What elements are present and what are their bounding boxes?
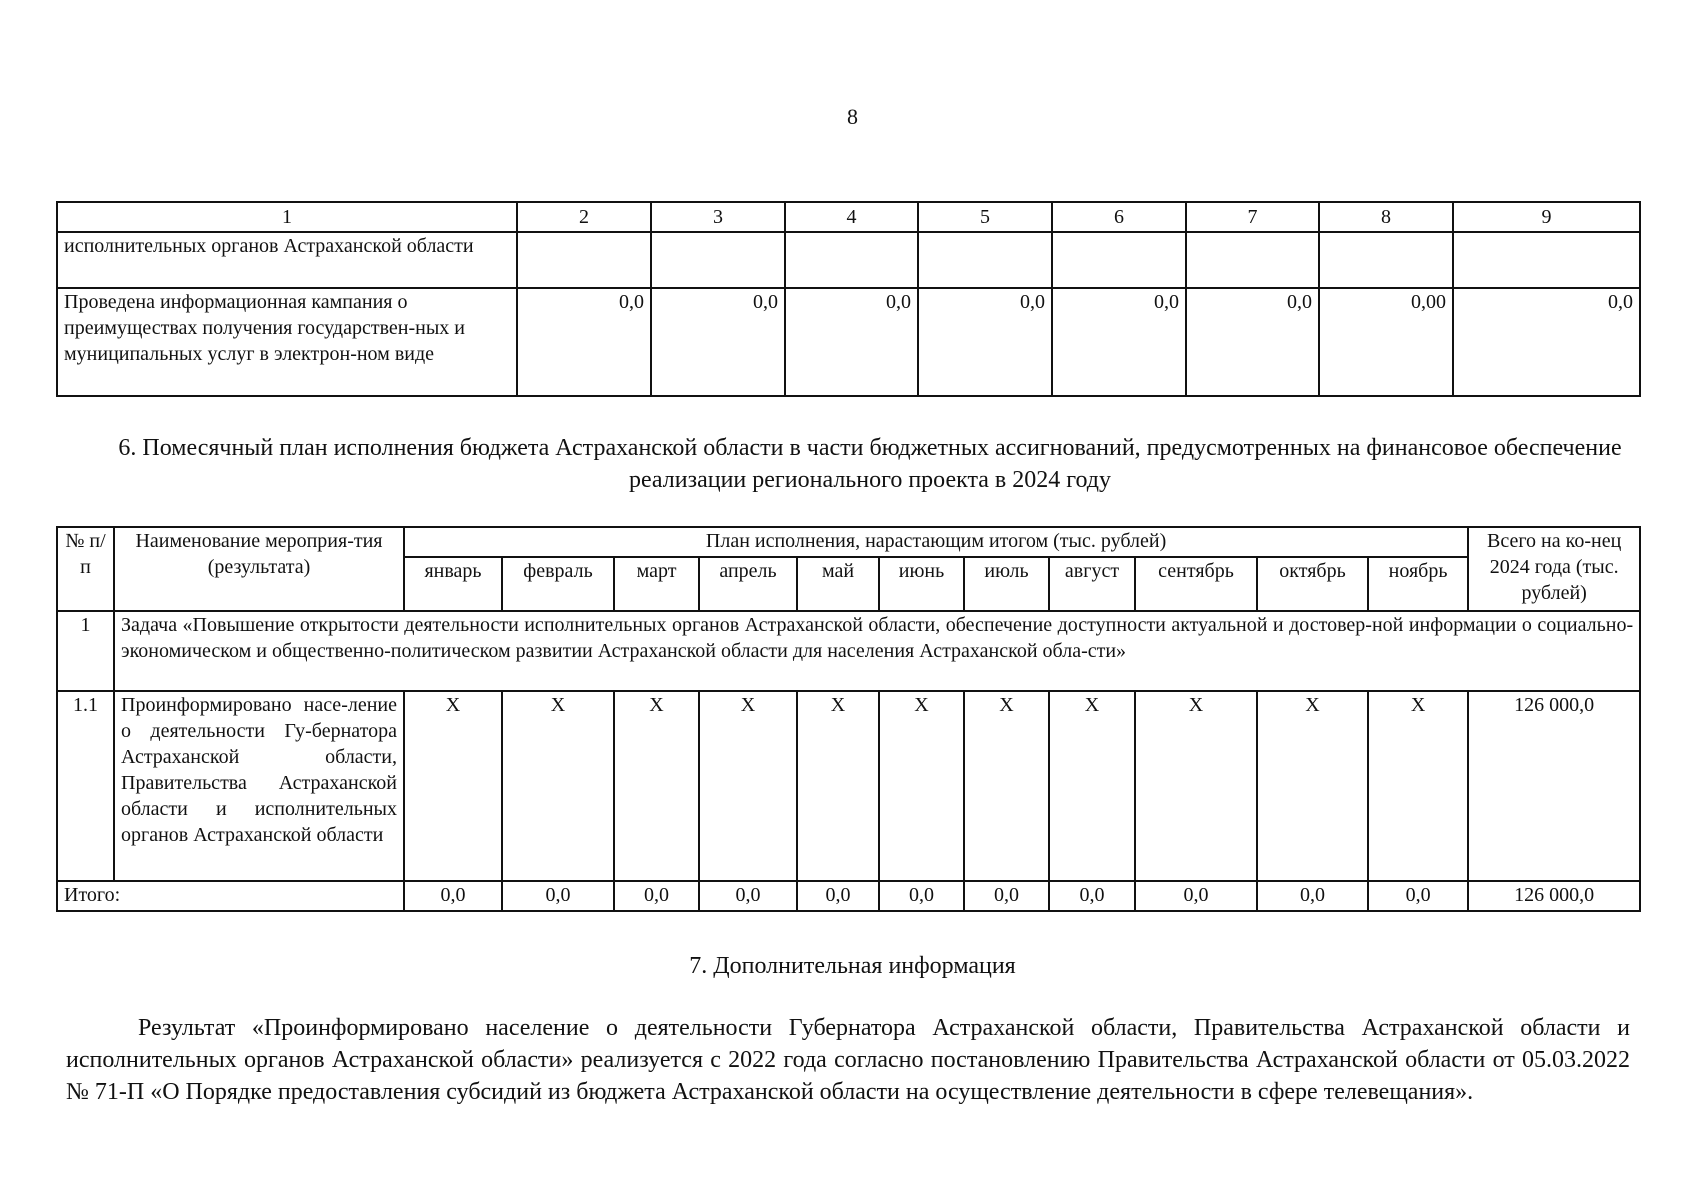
col-number: 6 bbox=[1052, 202, 1186, 232]
column-number-row bbox=[57, 202, 1640, 232]
plan-header: План исполнения, нарастающим итогом (тыс. рублей) bbox=[404, 527, 1468, 557]
month-header: июнь bbox=[879, 557, 964, 611]
month-header: январь bbox=[404, 557, 502, 611]
month-header: июль bbox=[964, 557, 1049, 611]
row-label: Проведена информационная кампания о преимуществах получения государствен-ных и муниципальных услуг в электрон-ном виде bbox=[57, 288, 517, 396]
month-header: октябрь bbox=[1257, 557, 1368, 611]
cell-mark: X bbox=[964, 691, 1049, 881]
result-row bbox=[57, 691, 1640, 881]
table-row bbox=[57, 232, 1640, 288]
cell-mark: X bbox=[614, 691, 699, 881]
result-total: 126 000,0 bbox=[1468, 691, 1640, 881]
cell-mark: X bbox=[797, 691, 879, 881]
result-number: 1.1 bbox=[57, 691, 114, 881]
cell-value: 0,0 bbox=[1049, 881, 1135, 911]
cell-mark: X bbox=[502, 691, 614, 881]
cell-value: 0,0 bbox=[1186, 288, 1319, 396]
col-number: 7 bbox=[1186, 202, 1319, 232]
col-num-header: № п/п bbox=[57, 527, 114, 611]
cell-value: 0,0 bbox=[1135, 881, 1257, 911]
budget-plan-table bbox=[56, 526, 1641, 912]
cell-value: 0,0 bbox=[964, 881, 1049, 911]
month-header: сентябрь bbox=[1135, 557, 1257, 611]
month-header: апрель bbox=[699, 557, 797, 611]
task-text: Задача «Повышение открытости деятельности исполнительных органов Астраханской области, обеспечение доступности актуальной и достовер-ной информации о социально-экономическом и общественно-политическом развитии Астраханской области для населения Астраханской обла-сти» bbox=[114, 611, 1640, 691]
col-number: 4 bbox=[785, 202, 918, 232]
col-number: 9 bbox=[1453, 202, 1640, 232]
month-header: март bbox=[614, 557, 699, 611]
cell-value: 0,0 bbox=[1453, 288, 1640, 396]
cell-value: 0,0 bbox=[1368, 881, 1468, 911]
total-row bbox=[57, 881, 1640, 911]
col-number: 5 bbox=[918, 202, 1052, 232]
month-header: февраль bbox=[502, 557, 614, 611]
cell-mark: X bbox=[879, 691, 964, 881]
cell-mark: X bbox=[1049, 691, 1135, 881]
col-name-header: Наименование мероприя-тия (результата) bbox=[114, 527, 404, 611]
table-row bbox=[57, 288, 1640, 396]
cell-value: 0,0 bbox=[1257, 881, 1368, 911]
top-table bbox=[56, 201, 1641, 397]
cell-value: 0,00 bbox=[1319, 288, 1453, 396]
col-number: 3 bbox=[651, 202, 785, 232]
month-header: ноябрь bbox=[1368, 557, 1468, 611]
task-number: 1 bbox=[57, 611, 114, 691]
cell-value: 0,0 bbox=[517, 288, 651, 396]
section-7-title: 7. Дополнительная информация bbox=[689, 953, 1016, 979]
cell-mark: X bbox=[699, 691, 797, 881]
section-7-paragraph: Результат «Проинформировано население о деятельности Губернатора Астраханской области, Правительства Астраханской области и исполнительных органов Астраханской области» реализуется с 2022 года согласно постановлению Правительства Астраханской области от 05.03.2022 № 71-П «О Порядке предоставления субсидий из бюджета Астраханской области на осуществление деятельности в сфере телевещания». bbox=[66, 1015, 1630, 1105]
col-number: 8 bbox=[1319, 202, 1453, 232]
cell-value: 0,0 bbox=[651, 288, 785, 396]
cell-mark: X bbox=[404, 691, 502, 881]
cell-value: 0,0 bbox=[614, 881, 699, 911]
page-number: 8 bbox=[847, 104, 858, 129]
month-header: май bbox=[797, 557, 879, 611]
section-6-title: 6. Помесячный план исполнения бюджета Астраханской области в части бюджетных ассигнований, предусмотренных на финансовое обеспечение реализации регионального проекта в 2024 году bbox=[118, 435, 1622, 493]
cell-value: 0,0 bbox=[918, 288, 1052, 396]
month-header: август bbox=[1049, 557, 1135, 611]
total-header: Всего на ко-нец 2024 года (тыс. рублей) bbox=[1468, 527, 1640, 611]
cell-value: 0,0 bbox=[699, 881, 797, 911]
task-row bbox=[57, 611, 1640, 691]
row-label: исполнительных органов Астраханской области bbox=[57, 232, 517, 288]
col-number: 2 bbox=[517, 202, 651, 232]
cell-value: 0,0 bbox=[797, 881, 879, 911]
total-label: Итого: bbox=[57, 881, 404, 911]
result-name: Проинформировано насе-ление о деятельности Гу-бернатора Астраханской области, Правительства Астраханской области и исполнительных органов Астраханской области bbox=[114, 691, 404, 881]
cell-value: 0,0 bbox=[879, 881, 964, 911]
cell-value: 0,0 bbox=[785, 288, 918, 396]
cell-mark: X bbox=[1257, 691, 1368, 881]
cell-value: 0,0 bbox=[502, 881, 614, 911]
cell-value: 0,0 bbox=[1052, 288, 1186, 396]
cell-mark: X bbox=[1368, 691, 1468, 881]
cell-mark: X bbox=[1135, 691, 1257, 881]
col-number: 1 bbox=[57, 202, 517, 232]
grand-total: 126 000,0 bbox=[1468, 881, 1640, 911]
header-row bbox=[57, 527, 1640, 557]
cell-value: 0,0 bbox=[404, 881, 502, 911]
